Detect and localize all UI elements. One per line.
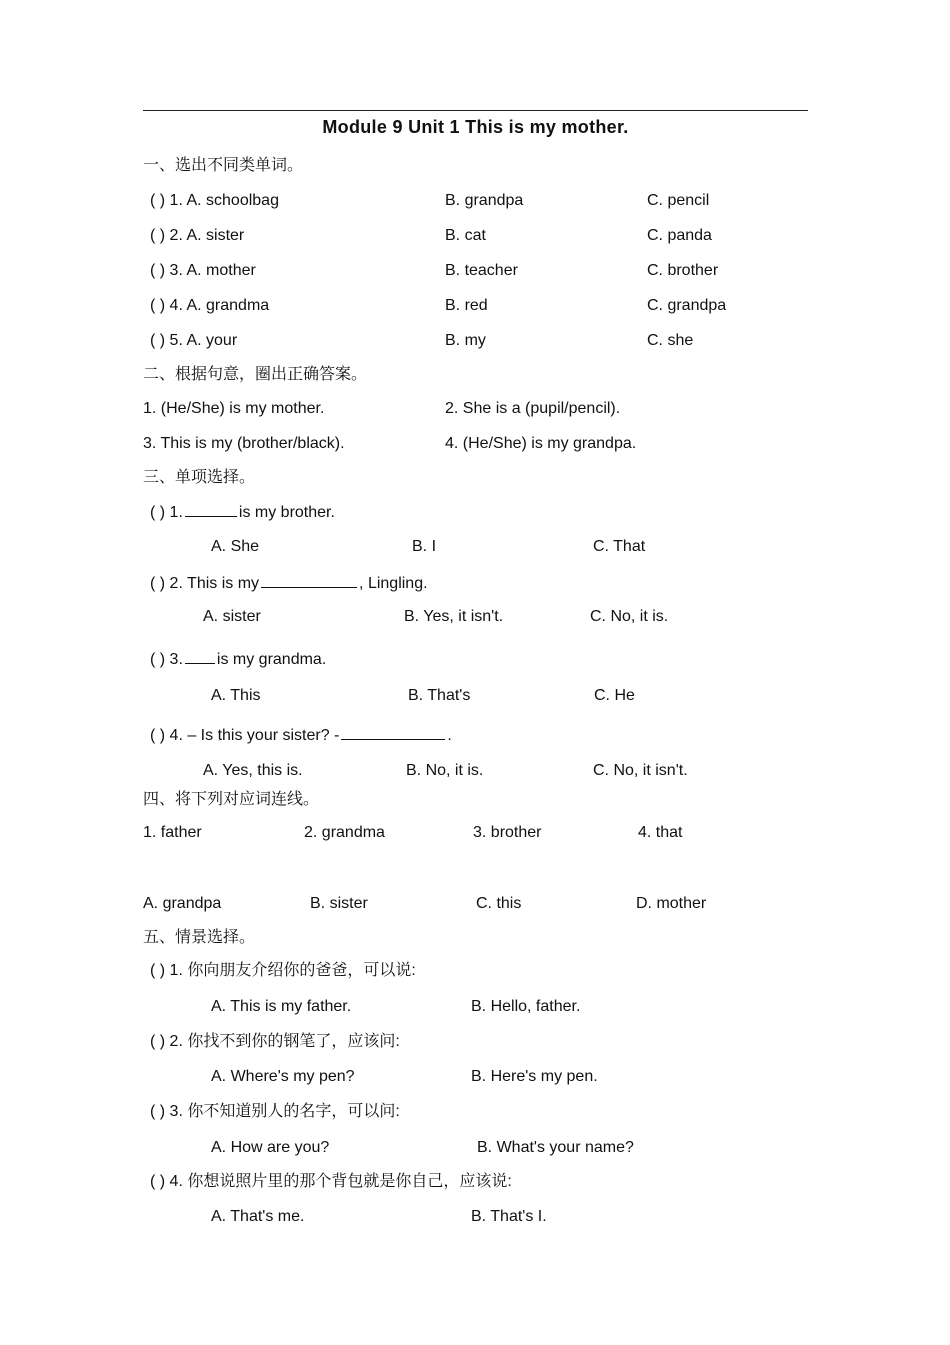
s1-q2-a: ( ) 2. A. sister <box>150 227 245 244</box>
page-title: Module 9 Unit 1 This is my mother. <box>322 117 629 137</box>
s3-q3-a: A. This <box>211 687 261 704</box>
s5-q3-b: B. What's your name? <box>477 1139 634 1156</box>
s4-top-1: 1. father <box>143 824 202 841</box>
section-1-heading: 一、选出不同类单词。 <box>143 157 304 174</box>
s1-q5-b: B. my <box>445 332 486 349</box>
s1-q1-a: ( ) 1. A. schoolbag <box>150 192 279 209</box>
top-rule <box>143 110 808 111</box>
s4-bottom-a: A. grandpa <box>143 895 222 912</box>
s3-q3-post: is my grandma. <box>216 651 327 668</box>
s5-q2-b: B. Here's my pen. <box>471 1068 598 1085</box>
s4-top-2: 2. grandma <box>304 824 385 841</box>
s3-q4-a: A. Yes, this is. <box>203 762 303 779</box>
s3-q3-c: C. He <box>594 687 635 704</box>
s5-q4-b: B. That's I. <box>471 1208 547 1225</box>
s1-q2-c: C. panda <box>647 227 712 244</box>
s2-item-3: 3. This is my (brother/black). <box>143 435 345 452</box>
s3-q4-c: C. No, it isn't. <box>593 762 688 779</box>
s3-q1-post: is my brother. <box>238 504 335 521</box>
section-3-heading: 三、单项选择。 <box>143 469 256 486</box>
s3-q1-c: C. That <box>593 538 646 555</box>
answer-blank <box>261 572 357 588</box>
s4-bottom-b: B. sister <box>310 895 368 912</box>
s1-q4-b: B. red <box>445 297 488 314</box>
s4-top-3: 3. brother <box>473 824 542 841</box>
s3-q4-stem <box>150 724 452 746</box>
s3-q4-post: . <box>447 727 452 744</box>
s1-q4-a: ( ) 4. A. grandma <box>150 297 270 314</box>
s5-q4: ( ) 4. 你想说照片里的那个背包就是你自己，应该说: <box>150 1173 512 1190</box>
s4-top-4: 4. that <box>638 824 683 841</box>
s3-q2-post: , Lingling. <box>359 575 428 592</box>
answer-blank <box>185 648 215 664</box>
s2-item-2: 2. She is a (pupil/pencil). <box>445 400 621 417</box>
s1-q5-c: C. she <box>647 332 694 349</box>
s1-q1-c: C. pencil <box>647 192 710 209</box>
section-5-heading: 五、情景选择。 <box>143 929 256 946</box>
s1-q2-b: B. cat <box>445 227 486 244</box>
s3-q2-c: C. No, it is. <box>590 608 669 625</box>
s4-bottom-c: C. this <box>476 895 522 912</box>
s1-q3-b: B. teacher <box>445 262 518 279</box>
s5-q1: ( ) 1. 你向朋友介绍你的爸爸，可以说: <box>150 962 416 979</box>
s3-q3-stem <box>150 648 326 670</box>
s3-q2-a: A. sister <box>203 608 261 625</box>
s3-q4-pre: ( ) 4. – Is this your sister? - <box>150 727 340 744</box>
s3-q4-b: B. No, it is. <box>406 762 484 779</box>
s1-q4-c: C. grandpa <box>647 297 727 314</box>
answer-blank <box>341 724 445 740</box>
section-2-heading: 二、根据句意，圈出正确答案。 <box>143 366 368 383</box>
s2-item-1: 1. (He/She) is my mother. <box>143 400 325 417</box>
s5-q2-a: A. Where's my pen? <box>211 1068 355 1085</box>
s1-q5-a: ( ) 5. A. your <box>150 332 238 349</box>
s1-q3-a: ( ) 3. A. mother <box>150 262 256 279</box>
s3-q2-pre: ( ) 2. This is my <box>150 575 260 592</box>
answer-blank <box>185 501 237 517</box>
s3-q2-b: B. Yes, it isn't. <box>404 608 504 625</box>
s1-q1-b: B. grandpa <box>445 192 524 209</box>
s3-q3-pre: ( ) 3. <box>150 651 183 668</box>
s3-q3-b: B. That's <box>408 687 471 704</box>
s4-bottom-d: D. mother <box>636 895 707 912</box>
s3-q1-a: A. She <box>211 538 260 555</box>
s5-q4-a: A. That's me. <box>211 1208 305 1225</box>
section-4-heading: 四、将下列对应词连线。 <box>143 791 320 808</box>
s3-q2-stem <box>150 572 428 594</box>
s1-q3-c: C. brother <box>647 262 719 279</box>
s3-q1-stem <box>150 501 335 523</box>
s3-q1-b: B. I <box>412 538 437 555</box>
s5-q1-b: B. Hello, father. <box>471 998 581 1015</box>
s5-q2: ( ) 2. 你找不到你的钢笔了，应该问: <box>150 1033 400 1050</box>
s2-item-4: 4. (He/She) is my grandpa. <box>445 435 637 452</box>
s5-q1-a: A. This is my father. <box>211 998 352 1015</box>
s5-q3: ( ) 3. 你不知道别人的名字，可以问: <box>150 1103 400 1120</box>
s5-q3-a: A. How are you? <box>211 1139 330 1156</box>
s3-q1-pre: ( ) 1. <box>150 504 183 521</box>
